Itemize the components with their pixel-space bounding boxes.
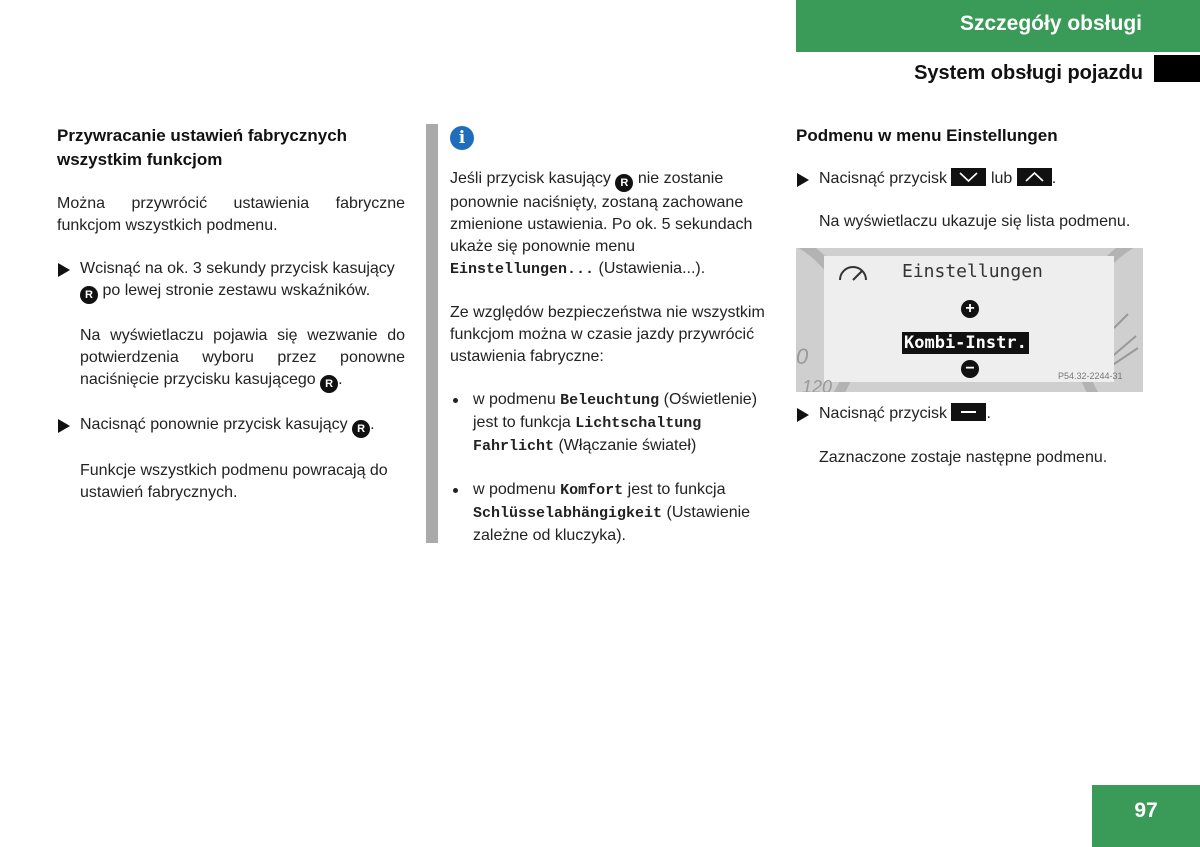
info-sidebar-bar [426, 124, 438, 543]
step-press-reset-3s [57, 258, 405, 304]
gauge-digit: 0 [796, 344, 809, 369]
step-arrow-icon [58, 419, 70, 433]
step-note-text: Na wyświetlaczu pojawia się wezwanie do potwierdzenia wyboru przez ponowne naciśnięcie przycisku kasującego [80, 327, 405, 388]
selected-menu-item: Kombi-Instr. [904, 333, 1027, 353]
section-title: Szczegóły obsługi [959, 12, 1142, 35]
speedometer-icon [836, 262, 870, 284]
reset-key-icon: R [80, 286, 98, 304]
menu-name: Komfort [560, 482, 624, 499]
reset-key-icon: R [352, 420, 370, 438]
info-text: Jeśli przycisk kasujący [450, 170, 611, 187]
function-name: Lichtschaltung Fahrlicht [473, 415, 702, 455]
step-press-arrow-buttons [796, 168, 1146, 190]
info-text: (Ustawienia...). [598, 260, 706, 277]
page-number: 97 [1092, 785, 1200, 847]
factory-reset-intro: Można przywrócić ustawienia fabryczne funkcjom wszystkich podmenu. [57, 195, 405, 234]
reset-key-icon: R [615, 174, 633, 192]
step-press-reset-again [57, 414, 405, 438]
step-text: Nacisnąć przycisk [819, 170, 948, 187]
step-text: Nacisnąć przycisk [819, 405, 948, 422]
subsection-title: System obsługi pojazdu [914, 62, 1143, 84]
step-arrow-icon [58, 263, 70, 277]
step-note [57, 325, 405, 393]
bullet-text: (Oświetlenie) jest to funkcja [473, 391, 758, 431]
menu-name: Beleuchtung [560, 392, 660, 409]
factory-reset-heading: Przywracanie ustawień fabrycznych wszystkim funkcjom [57, 126, 348, 169]
step-text: po lewej stronie zestawu wskaźników. [102, 282, 371, 299]
bullet-item [450, 479, 776, 547]
step-note: Na wyświetlaczu ukazuje się lista podmenu. [819, 213, 1131, 230]
step-note: Zaznaczone zostaje następne podmenu. [819, 449, 1108, 466]
step-text: Nacisnąć ponownie przycisk kasujący [80, 416, 348, 433]
bullet-text: jest to funkcja [627, 481, 726, 498]
step-press-minus-button [796, 403, 1146, 425]
section-header-bar [796, 0, 1200, 52]
minus-icon: − [961, 360, 979, 378]
minus-button-icon [951, 403, 986, 421]
step-note: Funkcje wszystkich podmenu powracają do ustawień fabrycznych. [80, 462, 388, 501]
plus-icon: + [961, 300, 979, 318]
down-button-icon [951, 168, 986, 186]
section-marker-tab [1154, 55, 1200, 82]
step-text: . [1051, 170, 1057, 187]
bullet-text: (Włączanie świateł) [558, 437, 697, 454]
step-arrow-icon [797, 408, 809, 422]
column-factory-reset [57, 124, 405, 504]
info-box [450, 124, 776, 547]
step-text: Wcisnąć na ok. 3 sekundy przycisk kasujący [80, 260, 395, 277]
info-text: nie zostanie ponownie naciśnięty, zostaną zachowane zmienione ustawienia. Po ok. 5 sekundach ukaże się ponownie menu [450, 170, 753, 255]
menu-name: Einstellungen... [450, 261, 595, 278]
step-text: . [370, 416, 375, 433]
function-name: Schlüsselabhängigkeit [473, 505, 663, 522]
bullet-dot [453, 398, 458, 403]
submenu-heading: Podmenu w menu Einstellungen [796, 126, 1058, 145]
step-text: . [986, 405, 991, 422]
instrument-display-figure [796, 248, 1143, 392]
column-submenu [796, 124, 1146, 469]
bullet-dot [453, 488, 458, 493]
step-text: lub [990, 170, 1013, 187]
step-note-text: . [338, 371, 343, 388]
bullet-text: w podmenu [473, 391, 556, 408]
step-arrow-icon [797, 173, 809, 187]
info-paragraph [450, 168, 776, 281]
gauge-digits: 120 [802, 377, 833, 392]
reset-key-icon: R [320, 375, 338, 393]
display-title: Einstellungen [902, 261, 1043, 282]
info-icon: i [450, 126, 474, 150]
up-button-icon [1017, 168, 1052, 186]
bullet-text: (Ustawienie zależne od kluczyka). [473, 504, 751, 544]
bullet-text: w podmenu [473, 481, 556, 498]
bullet-item [450, 389, 776, 458]
info-paragraph: Ze względów bezpieczeństwa nie wszystkim funkcjom można w czasie jazdy przywrócić ustawienia fabryczne: [450, 304, 765, 365]
figure-code: P54.32-2244-31 [1058, 371, 1123, 381]
